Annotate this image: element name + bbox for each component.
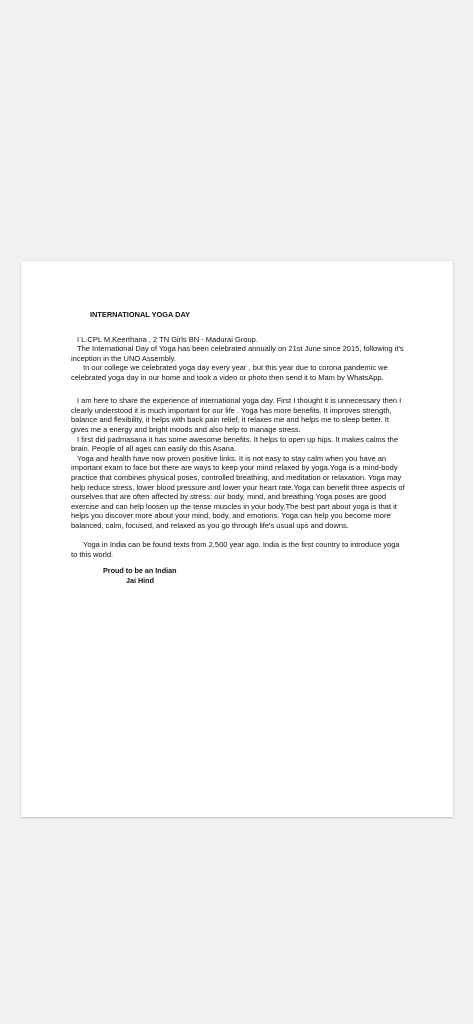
paragraph-india: Yoga in India can be found texts from 2,500 year ago. India is the first country to introduce yoga to this world. (71, 540, 400, 559)
paragraph-history: The International Day of Yoga has been celebrated annually on 21st June since 2015, following it's inception in the UNO Assembly. (71, 344, 404, 363)
paragraph-health: Yoga and health have now proven positive links. It is not easy to stay calm when you have an important exam to face but there are ways to keep your mind relaxed by yoga.Yoga is a mind-body practice that combines physical poses, controlled breathing, and meditation or relaxation. Yoga may help reduce stress, lower blood pressure and lower your heart rate.Yoga can benefit three aspects of ourselves that are often affected by stress: our body, mind, and breathing.Yoga poses are good exercise and can help loosen up the tense muscles in your body.The best part about yoga is that it helps you discover more about your mind, body, and emotions. Yoga can help you become more balanced, calm, focused, and relaxed as you go through life's usual ups and downs. (71, 453, 405, 530)
closing-line-jai-hind: Jai Hind (126, 575, 154, 585)
closing-line-proud: Proud to be an Indian (103, 566, 177, 576)
paragraph-experience: I am here to share the experience of international yoga day. First I thought it is unnecessary then I clearly understood it is much important for our life . Yoga has more benefits. It improves strength, balance and flexibility, it helps with back pain relief, it relaxes me and helps me to sleep better. It gives me a energy and bright moods and also help to manage stress. (71, 396, 402, 434)
paragraph-college: In our college we celebrated yoga day every year , but this year due to corona pandemic we celebrated yoga day in our home and took a video or photo then send it to Mam by WhatsApp. (71, 363, 388, 382)
page-content (71, 310, 405, 585)
document-title: INTERNATIONAL YOGA DAY (90, 310, 191, 319)
paragraph-intro: I L.CPL M.Keerthana , 2 TN Girls BN - Madurai Group. (77, 334, 258, 344)
document-page[interactable] (21, 261, 453, 817)
paragraph-padmasana: I first did padmasana it has some awesome benefits. It helps to open up hips. It makes calms the brain. People of all ages can easily do this Asana. (71, 434, 398, 454)
paragraph-spacer (71, 530, 405, 540)
paragraph-spacer (71, 383, 405, 393)
